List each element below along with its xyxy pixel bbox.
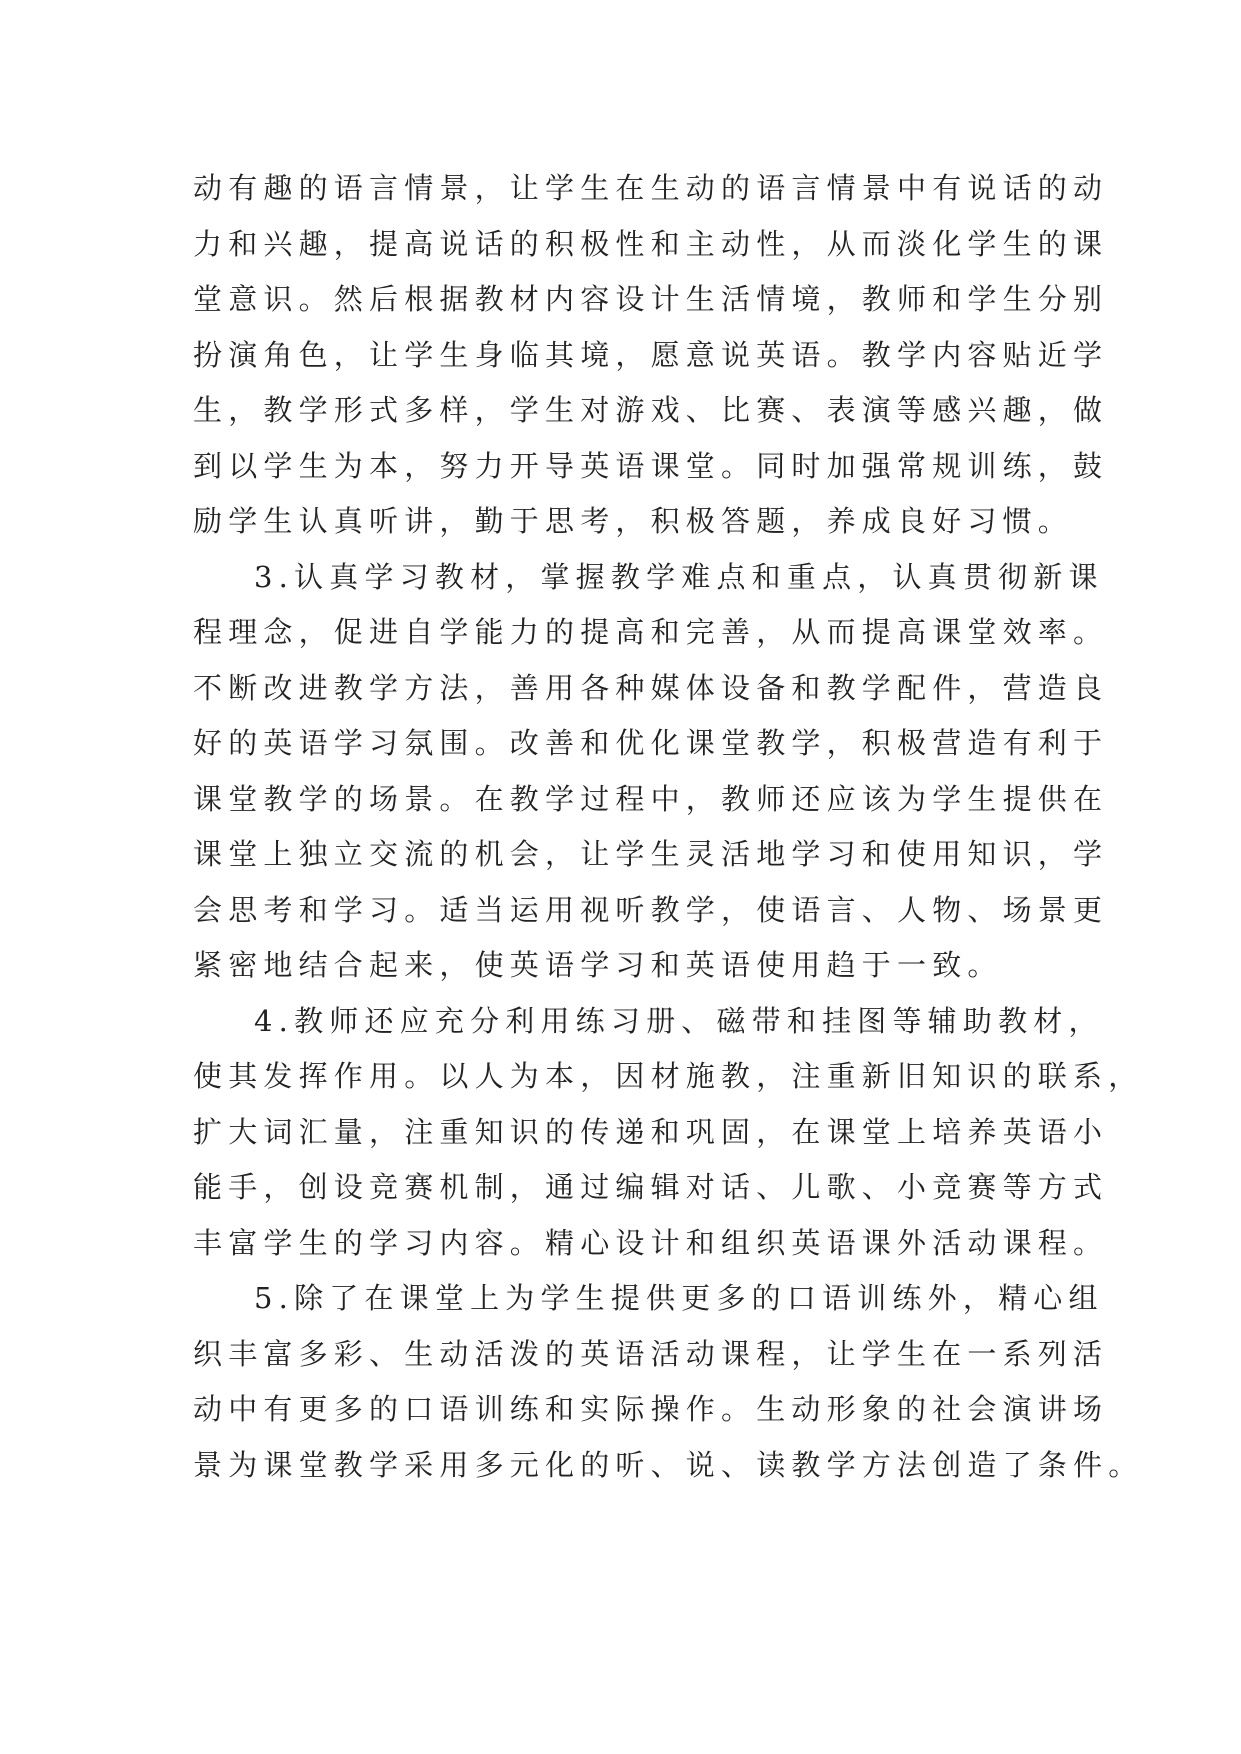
text-line: 动有趣的语言情景，让学生在生动的语言情景中有说话的动 [193, 171, 1109, 205]
text-line: 景为课堂教学采用多元化的听、说、读教学方法创造了条件。 [193, 1447, 1144, 1482]
paragraph-3-start: 3.认真学习教材，掌握教学难点和重点，认真贯彻新课 [254, 559, 1104, 594]
text-line: 课堂上独立交流的机会，让学生灵活地学习和使用知识，学 [193, 837, 1109, 871]
text-line: 力和兴趣，提高说话的积极性和主动性，从而淡化学生的课 [193, 226, 1109, 261]
text-line: 能手，创设竞赛机制，通过编辑对话、儿歌、小竞赛等方式 [193, 1170, 1109, 1204]
text-line: 动中有更多的口语训练和实际操作。生动形象的社会演讲场 [193, 1392, 1109, 1426]
text-line: 生，教学形式多样，学生对游戏、比赛、表演等感兴趣，做 [193, 393, 1109, 427]
paragraph-5-start: 5.除了在课堂上为学生提供更多的口语训练外，精心组 [254, 1281, 1104, 1315]
text-line: 扮演角色，让学生身临其境，愿意说英语。教学内容贴近学 [193, 337, 1109, 372]
text-line: 到以学生为本，努力开导英语课堂。同时加强常规训练，鼓 [193, 448, 1109, 483]
text-line: 丰富学生的学习内容。精心设计和组织英语课外活动课程。 [193, 1225, 1109, 1260]
document-body [193, 161, 1144, 1493]
text-line: 织丰富多彩、生动活泼的英语活动课程，让学生在一系列活 [193, 1336, 1109, 1371]
text-line: 堂意识。然后根据教材内容设计生活情境，教师和学生分别 [193, 282, 1109, 316]
text-line: 好的英语学习氛围。改善和优化课堂教学，积极营造有利于 [193, 726, 1109, 760]
text-line: 使其发挥作用。以人为本，因材施教，注重新旧知识的联系， [193, 1059, 1144, 1093]
text-line: 励学生认真听讲，勤于思考，积极答题，养成良好习惯。 [193, 504, 1074, 538]
text-line: 课堂教学的场景。在教学过程中，教师还应该为学生提供在 [193, 781, 1109, 816]
paragraph-4-start: 4.教师还应充分利用练习册、磁带和挂图等辅助教材， [254, 1003, 1104, 1038]
text-line: 扩大词汇量，注重知识的传递和巩固，在课堂上培养英语小 [193, 1114, 1109, 1149]
text-line: 紧密地结合起来，使英语学习和英语使用趋于一致。 [193, 948, 1003, 982]
text-line: 不断改进教学方法，善用各种媒体设备和教学配件，营造良 [193, 670, 1109, 705]
text-line: 程理念，促进自学能力的提高和完善，从而提高课堂效率。 [193, 615, 1109, 649]
text-line: 会思考和学习。适当运用视听教学，使语言、人物、场景更 [193, 892, 1109, 927]
